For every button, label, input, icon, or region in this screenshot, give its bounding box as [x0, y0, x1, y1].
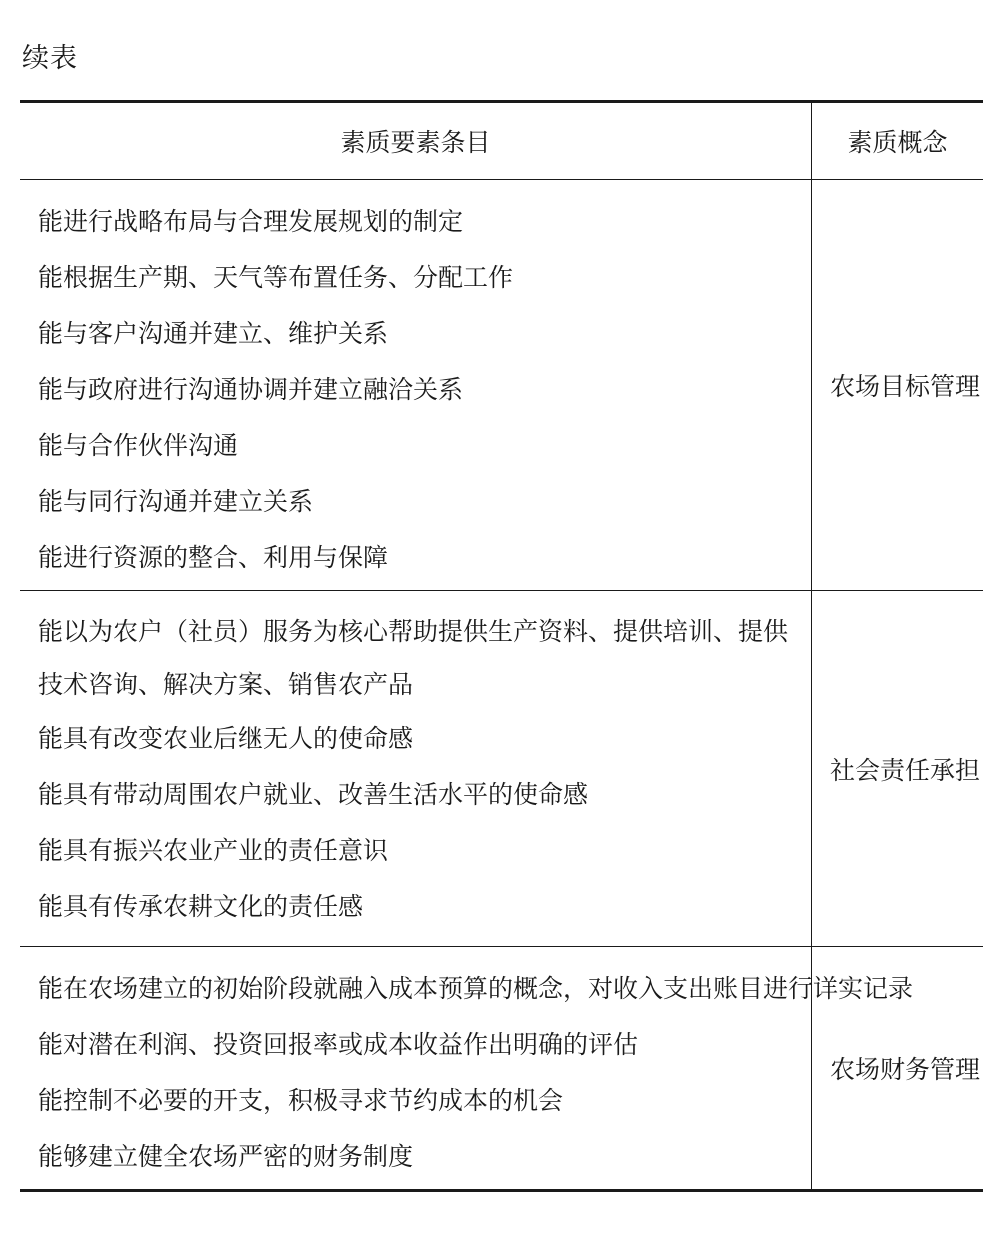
section-concept — [812, 591, 983, 946]
list-item: 能进行战略布局与合理发展规划的制定 — [38, 207, 464, 236]
section-items — [20, 591, 812, 946]
table-header-row — [20, 103, 983, 180]
table-caption: 续表 — [22, 43, 78, 74]
concept-label: 农场财务管理 — [830, 1055, 981, 1084]
concept-label: 社会责任承担 — [830, 755, 981, 785]
list-item: 能与客户沟通并建立、维护关系 — [38, 319, 389, 348]
list-item: 能具有振兴农业产业的责任意识 — [38, 836, 389, 865]
list-item: 能控制不必要的开支，积极寻求节约成本的机会 — [38, 1086, 564, 1115]
header-items: 素质要素条目 — [20, 103, 812, 179]
list-item: 能具有带动周围农户就业、改善生活水平的使命感 — [38, 780, 589, 809]
section-concept — [812, 947, 983, 1189]
list-item: 能具有传承农耕文化的责任感 — [38, 892, 364, 921]
list-item: 能对潜在利润、投资回报率或成本收益作出明确的评估 — [38, 1030, 639, 1059]
section-items — [20, 180, 812, 590]
competency-table — [20, 100, 983, 1192]
section-farm-finance-management — [20, 947, 983, 1189]
list-item: 能在农场建立的初始阶段就融入成本预算的概念，对收入支出账目进行详实记录 — [38, 974, 914, 1003]
list-item: 能具有改变农业后继无人的使命感 — [38, 724, 414, 753]
list-item: 能够建立健全农场严密的财务制度 — [38, 1142, 414, 1171]
list-item: 能根据生产期、天气等布置任务、分配工作 — [38, 263, 514, 292]
header-concept: 素质概念 — [847, 128, 948, 157]
list-item: 能与合作伙伴沟通 — [38, 431, 239, 460]
list-item: 能与政府进行沟通协调并建立融洽关系 — [38, 375, 464, 404]
section-social-responsibility — [20, 591, 983, 947]
list-item: 能与同行沟通并建立关系 — [38, 487, 314, 516]
section-farm-goal-management — [20, 180, 983, 591]
list-item: 能以为农户（社员）服务为核心帮助提供生产资料、提供培训、提供技术咨询、解决方案、销售农产品 — [38, 617, 789, 699]
concept-label: 农场目标管理 — [830, 372, 981, 401]
section-concept — [812, 180, 983, 590]
list-item: 能进行资源的整合、利用与保障 — [38, 543, 389, 572]
